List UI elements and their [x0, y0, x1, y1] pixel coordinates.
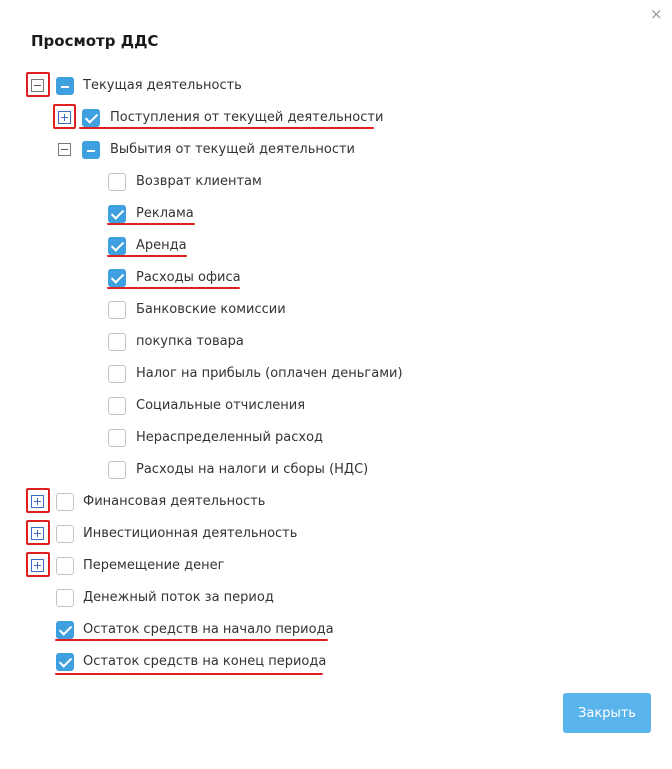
expand-investment-icon[interactable] — [31, 527, 44, 540]
checkbox-item-6[interactable] — [108, 365, 126, 383]
close-button[interactable]: Закрыть — [563, 693, 651, 733]
checkbox-item-7[interactable] — [108, 397, 126, 415]
checkbox-income[interactable] — [82, 109, 100, 127]
label-item-2: Аренда — [136, 238, 187, 253]
checkbox-transfer[interactable] — [56, 557, 74, 575]
checkbox-outflow[interactable] — [82, 141, 100, 159]
checkbox-item-9[interactable] — [108, 461, 126, 479]
checkbox-cashflow[interactable] — [56, 589, 74, 607]
checkbox-item-8[interactable] — [108, 429, 126, 447]
checkbox-item-0[interactable] — [108, 173, 126, 191]
label-closing-balance: Остаток средств на конец периода — [83, 654, 327, 669]
annotation-underline-income — [79, 127, 374, 129]
label-item-8: Нераспределенный расход — [136, 430, 324, 445]
expand-transfer-icon[interactable] — [31, 559, 44, 572]
label-financial: Финансовая деятельность — [83, 494, 266, 509]
label-outflow: Выбытия от текущей деятельности — [110, 142, 356, 157]
collapse-current-icon[interactable] — [31, 79, 44, 92]
label-cashflow: Денежный поток за период — [83, 590, 274, 605]
label-item-1: Реклама — [136, 206, 194, 221]
checkbox-item-4[interactable] — [108, 301, 126, 319]
annotation-underline-item-2 — [107, 255, 187, 257]
annotation-underline-closing-balance — [55, 673, 323, 675]
checkbox-item-5[interactable] — [108, 333, 126, 351]
annotation-underline-item-3 — [107, 287, 240, 289]
label-item-0: Возврат клиентам — [136, 174, 262, 189]
expand-financial-icon[interactable] — [31, 495, 44, 508]
checkbox-item-3[interactable] — [108, 269, 126, 287]
label-investment: Инвестиционная деятельность — [83, 526, 298, 541]
checkbox-investment[interactable] — [56, 525, 74, 543]
checkbox-item-1[interactable] — [108, 205, 126, 223]
checkbox-current[interactable] — [56, 77, 74, 95]
label-income: Поступления от текущей деятельности — [110, 110, 384, 125]
label-item-3: Расходы офиса — [136, 270, 241, 285]
collapse-outflow-icon[interactable] — [58, 143, 71, 156]
dialog-title: Просмотр ДДС — [31, 32, 159, 50]
checkbox-closing-balance[interactable] — [56, 653, 74, 671]
checkbox-opening-balance[interactable] — [56, 621, 74, 639]
close-icon[interactable]: × — [650, 5, 663, 23]
checkbox-item-2[interactable] — [108, 237, 126, 255]
label-current: Текущая деятельность — [83, 78, 242, 93]
expand-income-icon[interactable] — [58, 111, 71, 124]
label-item-6: Налог на прибыль (оплачен деньгами) — [136, 366, 403, 381]
label-opening-balance: Остаток средств на начало периода — [83, 622, 334, 637]
label-transfer: Перемещение денег — [83, 558, 225, 573]
annotation-underline-item-1 — [107, 223, 195, 225]
label-item-9: Расходы на налоги и сборы (НДС) — [136, 462, 369, 477]
label-item-4: Банковские комиссии — [136, 302, 286, 317]
checkbox-financial[interactable] — [56, 493, 74, 511]
annotation-underline-opening-balance — [55, 639, 328, 641]
label-item-7: Социальные отчисления — [136, 398, 306, 413]
label-item-5: покупка товара — [136, 334, 244, 349]
